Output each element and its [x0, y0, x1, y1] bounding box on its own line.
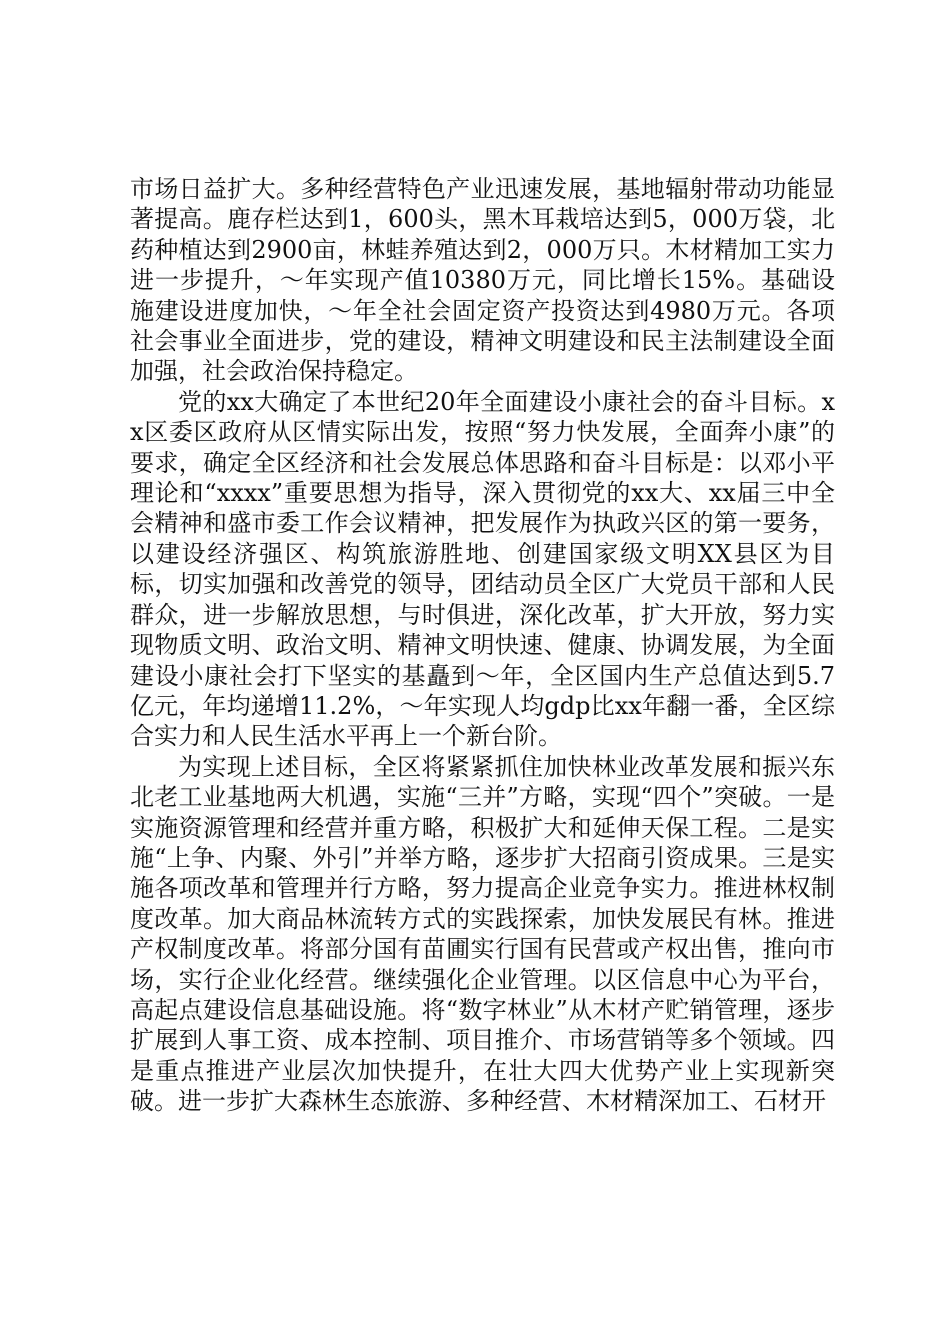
document-body	[130, 174, 835, 1117]
paragraph-strategy: 为实现上述目标，全区将紧紧抓住加快林业改革发展和振兴东北老工业基地两大机遇，实施“三并”方略，实现“四个”突破。一是实施资源管理和经营并重方略，积极扩大和延伸天保工程。二是实施“上争、内聚、外引”并举方略，逐步扩大招商引资成果。三是实施各项改革和管理并行方略，努力提高企业竞争实力。推进林权制度改革。加大商品林流转方式的实践探索，加快发展民有林。推进产权制度改革。将部分国有苗圃实行国有民营或产权出售，推向市场，实行企业化经营。继续强化企业管理。以区信息中心为平台，高起点建设信息基础设施。将“数字林业”从木材产贮销管理，逐步扩展到人事工资、成本控制、项目推介、市场营销等多个领域。四是重点推进产业层次加快提升，在壮大四大优势产业上实现新突破。进一步扩大森林生态旅游、多种经营、木材精深加工、石材开	[130, 752, 835, 1116]
paragraph-development-goals: 党的xx大确定了本世纪20年全面建设小康社会的奋斗目标。xx区委区政府从区情实际出发，按照“努力快发展，全面奔小康”的要求，确定全区经济和社会发展总体思路和奋斗目标是：以邓小平理论和“xxxx”重要思想为指导，深入贯彻党的xx大、xx届三中全会精神和盛市委工作会议精神，把发展作为执政兴区的第一要务，以建设经济强区、构筑旅游胜地、创建国家级文明XX县区为目标，切实加强和改善党的领导，团结动员全区广大党员干部和人民群众，进一步解放思想，与时俱进，深化改革，扩大开放，努力实现物质文明、政治文明、精神文明快速、健康、协调发展，为全面建设小康社会打下坚实的基矗到～年，全区国内生产总值达到5.7亿元，年均递增11.2%，～年实现人均gdp比xx年翻一番，全区综合实力和人民生活水平再上一个新台阶。	[130, 387, 835, 751]
paragraph-continuation: 市场日益扩大。多种经营特色产业迅速发展，基地辐射带动功能显著提高。鹿存栏达到1，600头，黑木耳栽培达到5，000万袋，北药种植达到2900亩，林蛙养殖达到2，000万只。木材精加工实力进一步提升，～年实现产值10380万元，同比增长15%。基础设施建设进度加快，～年全社会固定资产投资达到4980万元。各项社会事业全面进步，党的建设，精神文明建设和民主法制建设全面加强，社会政治保持稳定。	[130, 175, 835, 386]
